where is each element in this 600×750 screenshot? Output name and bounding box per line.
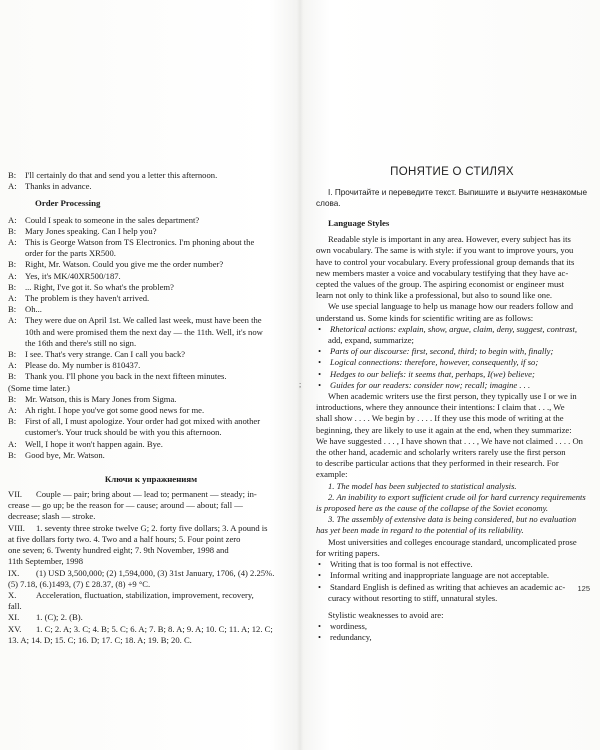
paragraph-1	[316, 234, 588, 301]
page-number: 125	[577, 584, 590, 593]
time-note: (Some time later.)	[8, 382, 70, 393]
bullet-item: • Rhetorical actions: explain, show, argue, claim, deny, suggest, contrast,	[318, 323, 578, 334]
dialogue-line: B: Oh...	[8, 304, 42, 315]
example-line: is proposed here as the cause of the collapse of the Soviet economy.	[316, 503, 549, 514]
answer-keys	[8, 489, 294, 646]
bullet-item: • wordiness,	[318, 621, 367, 632]
language-styles-heading: Language Styles	[328, 218, 390, 228]
key-entry: XI. 1. (C); 2. (B).	[8, 612, 83, 623]
dialogue-line: B: Thank you. I'll phone you back in the next fifteen minutes.	[8, 371, 227, 382]
paragraph-4	[316, 537, 588, 559]
bullet-icon: •	[318, 323, 322, 334]
text-line: introductions, where they announce their intentions: I claim that . . ., We	[316, 402, 565, 413]
bullet-icon: •	[318, 621, 322, 632]
bullet-icon: •	[318, 368, 322, 379]
text-line: shall show . . . . We begin by . . . . If they use this mode of writing at the	[316, 413, 564, 424]
bullet-icon: •	[318, 632, 322, 643]
key-continuation: one seven; 6. Twenty hundred eight; 7. 9th November, 1998 and	[8, 545, 229, 556]
text-line: cepted the values of the group. The aspiring economist or engineer must	[316, 279, 565, 290]
dialogue-line: B: First of all, I must apologize. Your order had got mixed with another	[8, 416, 261, 427]
key-continuation: 13. A; 14. D; 15. C; 16. D; 17. C; 18. A; 19. B; 20. C.	[8, 634, 192, 645]
dialogue-continuation: 10th and were promised them the next day — the 11th. Well, it's now	[25, 326, 263, 337]
key-continuation: 11th September, 1998	[8, 556, 83, 567]
stylistic-weaknesses-intro: Stylistic weaknesses to avoid are:	[328, 609, 444, 620]
key-continuation: (5) 7.18, (6.)1493, (7) £ 28.37, (8) +9 °C.	[8, 578, 151, 589]
key-entry: VIII. 1. seventy three stroke twelve G; 2. forty five dollars; 3. A pound is	[8, 522, 268, 533]
bullet-icon: •	[318, 379, 322, 390]
left-page	[8, 0, 294, 750]
gutter-mark: ;	[299, 380, 302, 389]
text-line: to describe particular actions that they performed in their research. For	[316, 458, 559, 469]
key-continuation: decrease; slash — stroke.	[8, 511, 96, 522]
bullet-icon: •	[318, 357, 322, 368]
dialogue-line: B: Right, Mr. Watson. Could you give me the order number?	[8, 259, 224, 270]
bullet-icon: •	[318, 570, 322, 581]
example-line: 3. The assembly of extensive data is being considered, but no evaluation	[328, 514, 577, 525]
text-line: We have suggested . . . , I have shown that . . . , We have not claimed . . . . On	[316, 435, 583, 446]
paragraph-2	[316, 301, 588, 323]
example-line: 1. The model has been subjected to statistical analysis.	[328, 480, 517, 491]
bullet-continuation: add, expand, summarize;	[328, 335, 414, 346]
paragraph-3	[316, 391, 588, 481]
dialogue-line: B: Mary Jones speaking. Can I help you?	[8, 225, 157, 236]
dialogue-c	[8, 394, 294, 461]
key-continuation: at five dollars forty two. 4. Two and a half hours; 5. Four point zero	[8, 533, 241, 544]
dialogue-line: A: Yes, it's MK/40XR500/187.	[8, 270, 121, 281]
text-line: beginning, they are likely to use it again at the end, when they summarize:	[316, 424, 572, 435]
key-continuation: crease — go up; be the reason for — cause; around — about; fall —	[8, 500, 243, 511]
bullet-icon: •	[318, 346, 322, 357]
dialogue-continuation: order for the parts XR500.	[25, 248, 116, 259]
text-line: the other hand, academic and scholarly writers rarely use the first person	[316, 447, 566, 458]
dialogue-line: A: They were due on April 1st. We called last week, must have been the	[8, 315, 262, 326]
bullet-item: • Guides for our readers: consider now; recall; imagine . . .	[318, 379, 531, 390]
text-line: learn not only to think like a professional, but also to sound like one.	[316, 290, 553, 301]
bullet-list-1	[316, 324, 588, 391]
bullet-item: • Standard English is defined as writing that achieves an academic ac-	[318, 581, 566, 592]
instruction: I. Прочитайте и переведите текст. Выпишите и выучите незнакомые	[328, 188, 588, 197]
text-line: Most universities and colleges encourage standard, uncomplicated prose	[328, 536, 577, 547]
dialogue-continuation: the 16th and there's still no sign.	[25, 337, 137, 348]
key-entry: IX. (1) USD 3,500,000; (2) 1,594,000, (3) 31st January, 1706, (4) 2.25%.	[8, 567, 275, 578]
text-line: Readable style is important in any area. However, every subject has its	[328, 234, 571, 245]
bullet-item: • Informal writing and inappropriate language are not acceptable.	[318, 570, 550, 581]
bullet-list-2	[316, 559, 588, 604]
dialogue-line: B: ... Right, I've got it. So what's the problem?	[8, 281, 174, 292]
key-entry: X. Acceleration, fluctuation, stabilization, improvement, recovery,	[8, 589, 254, 600]
text-line: have to control your vocabulary. Every professional group demands that its	[316, 256, 575, 267]
bullet-item: • Parts of our discourse: first, second, third; to begin with, finally;	[318, 346, 554, 357]
dialogue-line: A: This is George Watson from TS Electronics. I'm phoning about the	[8, 237, 255, 248]
text-line: for writing papers.	[316, 547, 380, 558]
dialogue-line: B: Mr. Watson, this is Mary Jones from Sigma.	[8, 393, 177, 404]
example-line: 2. An inability to export sufficient crude oil for hard currency requirements	[328, 491, 586, 502]
bullet-item: • Hedges to our beliefs: it seems that, perhaps, I(we) believe;	[318, 368, 535, 379]
text-line: new members master a voice and vocabulary testifying that they have ac-	[316, 267, 569, 278]
bullet-continuation: curacy without resorting to stiff, unnatural styles.	[328, 592, 498, 603]
example-line: has yet been made in regard to the potential of its reliability.	[316, 525, 524, 536]
dialogue-a	[8, 170, 294, 192]
text-line: own vocabulary. The same is with style: if you want to improve yours, you	[316, 245, 574, 256]
key-continuation: fall.	[8, 601, 22, 612]
dialogue-line: A: Thanks in advance.	[8, 181, 92, 192]
bullet-icon: •	[318, 581, 322, 592]
dialogue-line: B: Good bye, Mr. Watson.	[8, 449, 105, 460]
dialogue-continuation: customer's. Your truck should be with you this afternoon.	[25, 427, 222, 438]
dialogue-line: A: Please do. My number is 810437.	[8, 360, 141, 371]
text-line: example:	[316, 469, 348, 480]
key-entry: VII. Couple — pair; bring about — lead to; permanent — steady; in-	[8, 489, 257, 500]
examples	[316, 481, 588, 537]
bullet-list-3	[316, 621, 588, 643]
dialogue-line: B: I see. That's very strange. Can I call you back?	[8, 349, 186, 360]
page-title: ПОНЯТИЕ О СТИЛЯХ	[390, 166, 514, 178]
dialogue-line: A: Could I speak to someone in the sales department?	[8, 214, 200, 225]
dialogue-b	[8, 215, 294, 383]
bullet-icon: •	[318, 559, 322, 570]
right-page	[316, 0, 588, 750]
bullet-item: • Logical connections: therefore, however, consequently, if so;	[318, 357, 539, 368]
key-entry: XV. 1. C; 2. A; 3. C; 4. B; 5. C; 6. A; 7. B; 8. A; 9. A; 10. C; 11. A; 12. C;	[8, 623, 273, 634]
instruction-continuation: слова.	[316, 199, 341, 208]
bullet-item: • redundancy,	[318, 632, 372, 643]
order-processing-heading: Order Processing	[35, 198, 101, 209]
text-line: When academic writers use the first person, they typically use I or we in	[328, 391, 577, 402]
dialogue-line: B: I'll certainly do that and send you a letter this afternoon.	[8, 170, 218, 180]
dialogue-line: A: Ah right. I hope you've got some good news for me.	[8, 405, 205, 416]
keys-heading: Ключи к упражнениям	[104, 474, 198, 485]
dialogue-line: A: Well, I hope it won't happen again. Bye.	[8, 438, 163, 449]
text-line: understand us. Some kinds for scientific writing are as follows:	[316, 312, 534, 323]
text-line: We use special language to help us manage how our readers follow and	[328, 301, 574, 312]
dialogue-line: A: The problem is they haven't arrived.	[8, 293, 150, 304]
bullet-item: • Writing that is too formal is not effective.	[318, 559, 473, 570]
